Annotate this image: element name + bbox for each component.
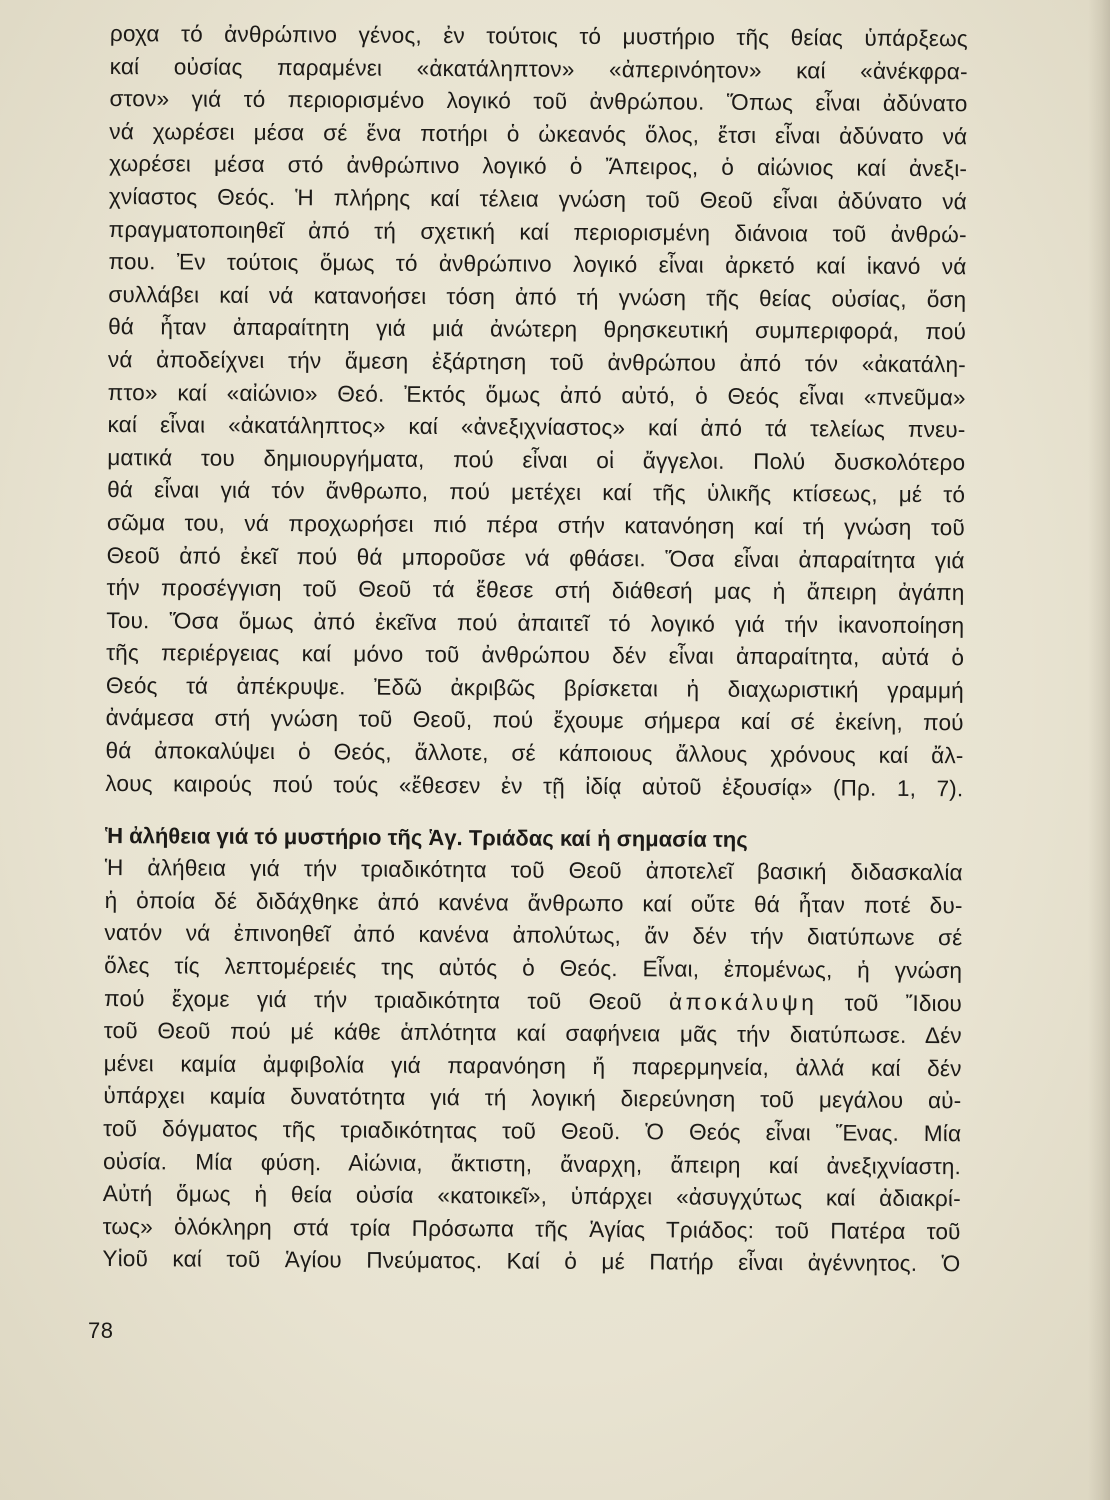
paragraph-divine-knowledge [105, 18, 968, 805]
text-line: ροχα τό ἀνθρώπινο γένος, ἐν τούτοις τό μυστήριο τῆς θείας ὑπάρξεως [109, 20, 968, 52]
text-line: οὐσία. Μία φύση. Αἰώνια, ἄκτιστη, ἄναρχη, ἄπειρη καί ἀνεξιχνίαστη. [102, 1148, 962, 1179]
paragraph-trinity [102, 852, 963, 1281]
text-line: χωρέσει μέσα στό ἀνθρώπινο λογικό ὁ Ἄπειρος, ὁ αἰώνιος καί ἀνεξι- [109, 151, 968, 182]
text-line: τως» ὁλόκληρη στά τρία Πρόσωπα τῆς Ἁγίας Τριάδος: τοῦ Πατέρα τοῦ [102, 1213, 961, 1244]
text-line: λους καιρούς πού τούς «ἔθεσεν ἐν τῇ ἰδίᾳ αὐτοῦ ἐξουσίᾳ» (Πρ. 1, 7). [105, 770, 964, 801]
text-line: χνίαστος Θεός. Ἡ πλήρης καί τέλεια γνώση τοῦ Θεοῦ εἶναι ἀδύνατο νά [108, 183, 967, 215]
text-line: που. Ἐν τούτοις ὅμως τό ἀνθρώπινο λογικό εἶναι ἀρκετό καί ἱκανό νά [108, 249, 967, 280]
text-line: μένει καμία ἀμφιβολία γιά παρανόηση ἤ παρερμηνεία, ἀλλά καί δέν [103, 1050, 962, 1082]
text-line: ἀνάμεσα στή γνώση τοῦ Θεοῦ, πού ἔχουμε σήμερα καί σέ ἐκείνη, πού [105, 705, 964, 736]
text-line: ὅλες τίς λεπτομέρειές της αὐτός ὁ Θεός. Εἶναι, ἐπομένως, ἡ γνώση [104, 953, 963, 984]
text-line: τήν προσέγγιση τοῦ Θεοῦ τά ἔθεσε στή διάθεσή μας ἡ ἄπειρη ἀγάπη [106, 575, 965, 606]
text-line: Θεός τά ἀπέκρυψε. Ἐδῶ ἀκριβῶς βρίσκεται ἡ διαχωριστική γραμμή [105, 672, 964, 704]
text-line: καί εἶναι «ἀκατάληπτος» καί «ἀνεξιχνίαστος» καί ἀπό τά τελείως πνευ- [107, 412, 966, 443]
text-segment: τοῦ Ἴδιου [844, 990, 963, 1016]
text-line: πτο» καί «αἰώνιο» Θεό. Ἐκτός ὅμως ἀπό αὐτό, ὁ Θεός εἶναι «πνεῦμα» [107, 379, 966, 410]
text-line-with-emphasis [104, 983, 962, 1021]
text-line: νά ἀποδείχνει τήν ἄμεση ἐξάρτηση τοῦ ἀνθρώπου ἀπό τόν «ἀκατάλη- [107, 346, 966, 378]
page-number: 78 [88, 1318, 114, 1343]
text-line: τοῦ δόγματος τῆς τριαδικότητας τοῦ Θεοῦ. Ὁ Θεός εἶναι Ἕνας. Μία [103, 1115, 962, 1147]
text-line: καί οὐσίας παραμένει «ἀκατάληπτον» «ἀπερινόητον» καί «ἀνέκφρα- [109, 53, 968, 84]
text-line: νατόν νά ἐπινοηθεῖ ἀπό κανένα ἀπολύτως, ἄν δέν τήν διατύπωνε σέ [104, 920, 963, 951]
text-line: θά ἀποκαλύψει ὁ Θεός, ἄλλοτε, σέ κάποιους ἄλλους χρόνους καί ἄλ- [105, 738, 964, 769]
text-line: Αὐτή ὅμως ἡ θεία οὐσία «κατοικεῖ», ὑπάρχει «ἀσυγχύτως καί ἀδιακρί- [102, 1181, 961, 1212]
text-line: Υἱοῦ καί τοῦ Ἁγίου Πνεύματος. Καί ὁ μέ Πατήρ εἶναι ἀγέννητος. Ὁ [102, 1246, 961, 1277]
text-line: τοῦ Θεοῦ πού μέ κάθε ἁπλότητα καί σαφήνεια μᾶς τήν διατύπωσε. Δέν [103, 1018, 962, 1049]
page-text-block [102, 18, 968, 1281]
text-line: Θεοῦ ἀπό ἐκεῖ πού θά μποροῦσε νά φθάσει. Ὅσα εἶναι ἀπαραίτητα γιά [106, 542, 965, 573]
text-line: νά χωρέσει μέσα σέ ἕνα ποτήρι ὁ ὠκεανός ὅλος, ἔτσι εἶναι ἀδύνατο νά [109, 118, 968, 150]
text-line: Του. Ὅσα ὅμως ἀπό ἐκεῖνα πού ἀπαιτεῖ τό λογικό γιά τήν ἱκανοποίηση [106, 607, 965, 638]
text-line: θά εἶναι γιά τόν ἄνθρωπο, πού μετέχει καί τῆς ὑλικῆς κτίσεως, μέ τό [107, 477, 966, 508]
text-line: θά ἦταν ἀπαραίτητη γιά μιά ἀνώτερη θρησκευτική συμπεριφορά, πού [108, 314, 967, 345]
text-line: σῶμα του, νά προχωρήσει πιό πέρα στήν κατανόηση καί τή γνώση τοῦ [106, 509, 965, 541]
text-segment: πού ἔχομε γιά τήν τριαδικότητα τοῦ Θεοῦ [103, 985, 642, 1014]
text-line: ὑπάρχει καμία δυνατότητα γιά τή λογική διερεύνηση τοῦ μεγάλου αὐ- [103, 1083, 962, 1114]
text-line: ματικά του δημιουργήματα, πού εἶναι οἱ ἄγγελοι. Πολύ δυσκολότερο [107, 444, 966, 475]
section-heading: Ἡ ἀλήθεια γιά τό μυστήριο τῆς Ἁγ. Τριάδας καί ἡ σημασία της [104, 823, 748, 853]
text-line: τῆς περιέργειας καί μόνο τοῦ ἀνθρώπου δέν εἶναι ἀπαραίτητα, αὐτά ὁ [106, 640, 965, 671]
text-line: πραγματοποιηθεῖ ἀπό τή σχετική καί περιορισμένη διάνοια τοῦ ἀνθρώ- [108, 216, 967, 247]
emphasized-word: ἀποκάλυψη [668, 989, 818, 1015]
text-line: ἡ ὁποία δέ διδάχθηκε ἀπό κανένα ἄνθρωπο καί οὔτε θά ἦταν ποτέ δυ- [104, 887, 963, 919]
text-line: Ἡ ἀλήθεια γιά τήν τριαδικότητα τοῦ Θεοῦ ἀποτελεῖ βασική διδασκαλία [104, 855, 963, 886]
page-binding-shadow [1088, 0, 1110, 1500]
text-line: στον» γιά τό περιορισμένο λογικό τοῦ ἀνθρώπου. Ὅπως εἶναι ἀδύνατο [109, 86, 968, 117]
text-line: συλλάβει καί νά κατανοήσει τόση ἀπό τή γνώση τῆς θείας οὐσίας, ὅση [108, 281, 967, 312]
